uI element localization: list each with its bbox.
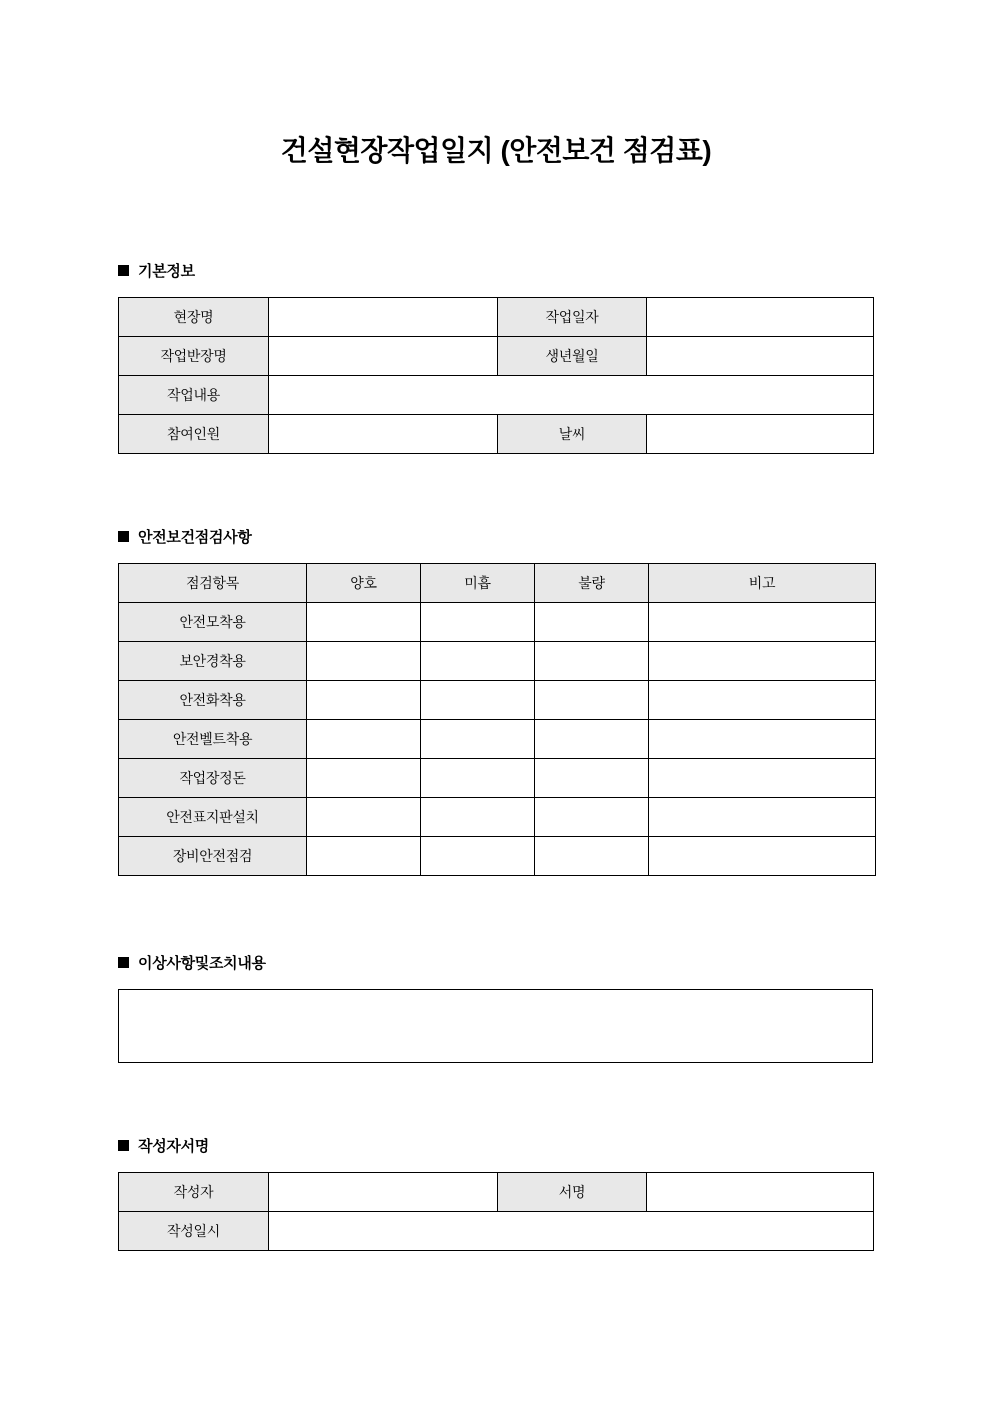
bullet-square-icon — [118, 265, 129, 276]
checklist-cell-poor[interactable] — [421, 758, 535, 797]
field-label-written-datetime: 작성일시 — [119, 1211, 269, 1250]
checklist-cell-bad[interactable] — [535, 758, 649, 797]
field-value-signature[interactable] — [647, 1172, 874, 1211]
checklist-cell-bad[interactable] — [535, 719, 649, 758]
checklist-cell-bad[interactable] — [535, 836, 649, 875]
checklist-cell-remark[interactable] — [649, 719, 876, 758]
table-row — [119, 641, 876, 680]
basic-info-table — [118, 297, 874, 454]
checklist-cell-good[interactable] — [307, 680, 421, 719]
checklist-cell-good[interactable] — [307, 836, 421, 875]
checklist-cell-poor[interactable] — [421, 641, 535, 680]
checklist-item-label: 안전벨트착용 — [119, 719, 307, 758]
section-heading-safety-checklist — [118, 526, 992, 547]
section-heading-label: 기본정보 — [138, 262, 195, 280]
field-value-foreman-name[interactable] — [269, 336, 498, 375]
section-heading-basic-info — [118, 260, 992, 281]
checklist-cell-remark[interactable] — [649, 797, 876, 836]
field-label-birth-date: 생년월일 — [498, 336, 647, 375]
column-header-good: 양호 — [307, 563, 421, 602]
checklist-cell-remark[interactable] — [649, 680, 876, 719]
table-row — [119, 602, 876, 641]
field-value-work-date[interactable] — [647, 297, 874, 336]
field-label-work-date: 작업일자 — [498, 297, 647, 336]
column-header-item: 점검항목 — [119, 563, 307, 602]
checklist-cell-remark[interactable] — [649, 758, 876, 797]
checklist-cell-remark[interactable] — [649, 836, 876, 875]
table-row — [119, 680, 876, 719]
checklist-cell-good[interactable] — [307, 602, 421, 641]
field-value-work-content[interactable] — [269, 375, 874, 414]
checklist-cell-remark[interactable] — [649, 602, 876, 641]
table-row — [119, 1211, 874, 1250]
field-label-foreman-name: 작업반장명 — [119, 336, 269, 375]
checklist-item-label: 안전모착용 — [119, 602, 307, 641]
checklist-item-label: 보안경착용 — [119, 641, 307, 680]
checklist-cell-good[interactable] — [307, 758, 421, 797]
section-heading-label: 안전보건점검사항 — [138, 528, 252, 546]
field-label-work-content: 작업내용 — [119, 375, 269, 414]
bullet-square-icon — [118, 531, 129, 542]
table-row — [119, 414, 874, 453]
column-header-poor: 미흡 — [421, 563, 535, 602]
checklist-cell-good[interactable] — [307, 719, 421, 758]
table-header-row — [119, 563, 876, 602]
table-row — [119, 297, 874, 336]
checklist-cell-poor[interactable] — [421, 680, 535, 719]
checklist-cell-bad[interactable] — [535, 680, 649, 719]
bullet-square-icon — [118, 957, 129, 968]
section-heading-issues-and-actions — [118, 952, 992, 973]
checklist-cell-poor[interactable] — [421, 602, 535, 641]
author-signature-table — [118, 1172, 874, 1251]
checklist-cell-good[interactable] — [307, 797, 421, 836]
checklist-cell-poor[interactable] — [421, 836, 535, 875]
column-header-bad: 불량 — [535, 563, 649, 602]
checklist-cell-remark[interactable] — [649, 641, 876, 680]
table-row — [119, 1172, 874, 1211]
page-title: 건설현장작업일지 (안전보건 점검표) — [280, 135, 712, 166]
checklist-cell-bad[interactable] — [535, 797, 649, 836]
field-label-participants: 참여인원 — [119, 414, 269, 453]
field-label-site-name: 현장명 — [119, 297, 269, 336]
section-heading-author-signature — [118, 1135, 992, 1156]
checklist-cell-good[interactable] — [307, 641, 421, 680]
column-header-remark: 비고 — [649, 563, 876, 602]
table-row — [119, 719, 876, 758]
table-row — [119, 336, 874, 375]
section-heading-label: 이상사항및조치내용 — [138, 954, 266, 972]
field-value-weather[interactable] — [647, 414, 874, 453]
issues-and-actions-textarea[interactable] — [118, 989, 873, 1063]
bullet-square-icon — [118, 1140, 129, 1151]
field-value-author[interactable] — [269, 1172, 498, 1211]
table-row — [119, 758, 876, 797]
table-row — [119, 797, 876, 836]
checklist-item-label: 작업장정돈 — [119, 758, 307, 797]
section-heading-label: 작성자서명 — [138, 1137, 209, 1155]
field-label-weather: 날씨 — [498, 414, 647, 453]
checklist-item-label: 안전표지판설치 — [119, 797, 307, 836]
table-row — [119, 375, 874, 414]
field-value-participants[interactable] — [269, 414, 498, 453]
table-row — [119, 836, 876, 875]
checklist-cell-bad[interactable] — [535, 641, 649, 680]
field-value-site-name[interactable] — [269, 297, 498, 336]
field-value-written-datetime[interactable] — [269, 1211, 874, 1250]
field-value-birth-date[interactable] — [647, 336, 874, 375]
safety-checklist-table — [118, 563, 876, 876]
checklist-item-label: 안전화착용 — [119, 680, 307, 719]
checklist-item-label: 장비안전점검 — [119, 836, 307, 875]
checklist-cell-bad[interactable] — [535, 602, 649, 641]
field-label-author: 작성자 — [119, 1172, 269, 1211]
checklist-cell-poor[interactable] — [421, 797, 535, 836]
checklist-cell-poor[interactable] — [421, 719, 535, 758]
field-label-signature: 서명 — [498, 1172, 647, 1211]
